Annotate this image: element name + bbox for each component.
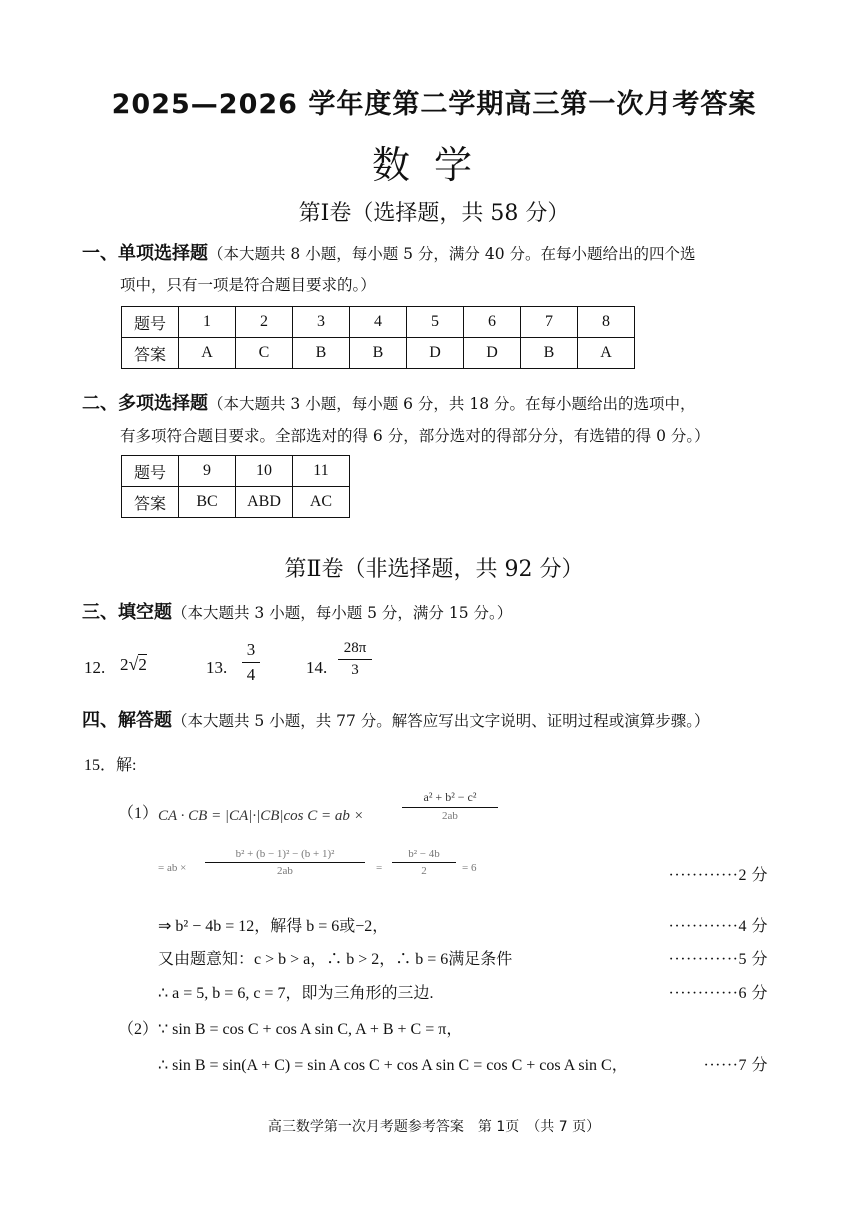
q15-label: 15．解:	[84, 757, 137, 774]
answer-cell: ABD	[236, 487, 293, 518]
q13-answer	[242, 640, 260, 685]
answer-cell: BC	[179, 487, 236, 518]
fraction-numerator: b² + (b − 1)² − (b + 1)²	[205, 848, 365, 863]
answer-cell: D	[407, 338, 464, 369]
question-number: 6	[464, 307, 521, 338]
section-2-title: 二、多项选择题	[82, 393, 208, 414]
question-number: 9	[179, 456, 236, 487]
section-1-desc-cont: 项中，只有一项是符合题目要求的。）	[120, 276, 376, 294]
page-footer: 高三数学第一次月考题参考答案 第 1页 （共 7 页）	[267, 1119, 601, 1135]
section-1-heading	[82, 238, 772, 270]
solution-step: ∵ sin B = cos C + cos A sin C, A + B + C = π，	[158, 1021, 463, 1038]
q12-coef: 2	[120, 655, 129, 674]
part-1-eq2-end: = 6	[462, 862, 477, 874]
fraction-numerator: a² + b² − c²	[402, 790, 498, 808]
q13-numerator: 3	[242, 640, 260, 663]
solution-step: ∴ sin B = sin(A + C) = sin A cos C + cos A sin C = cos C + cos A sin C，	[158, 1057, 628, 1074]
solution-step: ∴ a = 5, b = 6, c = 7，即为三角形的三边.	[158, 985, 434, 1002]
score-mark: ············5 分	[668, 951, 768, 968]
answer-cell: B	[350, 338, 407, 369]
document-title: 2025—2026 学年度第二学期高三第一次月考答案	[111, 89, 757, 120]
sqrt-symbol: √	[128, 654, 139, 674]
question-number: 2	[236, 307, 293, 338]
table-row	[122, 338, 635, 369]
fraction-denominator: 2ab	[442, 810, 458, 822]
part-1-equation-1: CA · CB = |CA|·|CB|cos C = ab ×	[158, 808, 364, 824]
answer-cell: B	[293, 338, 350, 369]
section-3-title: 三、填空题	[82, 602, 172, 623]
question-number: 3	[293, 307, 350, 338]
part-1-fraction-2	[205, 848, 365, 877]
answer-cell: C	[236, 338, 293, 369]
volume-1-title: 第Ⅰ卷（选择题，共 58 分）	[298, 201, 570, 226]
answer-cell: A	[578, 338, 635, 369]
fraction-numerator: b² − 4b	[392, 848, 456, 863]
score-mark: ············4 分	[668, 918, 768, 935]
question-number: 10	[236, 456, 293, 487]
section-2-desc: （本大题共 3 小题，每小题 6 分，共 18 分。在每小题给出的选项中，	[208, 395, 696, 413]
question-number: 1	[179, 307, 236, 338]
answer-cell: B	[521, 338, 578, 369]
part-2-label: （2）	[118, 1021, 159, 1038]
answer-cell: AC	[293, 487, 350, 518]
section-4-desc: （本大题共 5 小题，共 77 分。解答应写出文字说明、证明过程或演算步骤。）	[172, 712, 710, 730]
score-mark: ············6 分	[668, 985, 768, 1002]
part-1-eq2-mid: =	[376, 862, 383, 874]
question-number: 7	[521, 307, 578, 338]
question-number: 4	[350, 307, 407, 338]
q13-number: 13.	[206, 658, 228, 677]
part-1-fraction-1	[402, 790, 498, 822]
volume-2-title: 第Ⅱ卷（非选择题，共 92 分）	[284, 557, 584, 582]
row-label: 答案	[122, 338, 179, 369]
solution-step: ⇒ b² − 4b = 12，解得 b = 6或−2，	[158, 918, 389, 935]
fill-in-answers	[82, 640, 782, 696]
part-1-eq2-prefix: = ab ×	[158, 862, 187, 874]
q12-number: 12.	[84, 658, 106, 677]
section-4-title: 四、解答题	[82, 710, 172, 731]
section-3-desc: （本大题共 3 小题，每小题 5 分，满分 15 分。）	[172, 604, 513, 622]
subject-title: 数学	[371, 143, 496, 187]
score-mark: ······7 分	[703, 1057, 768, 1074]
section-1-answer-table	[121, 306, 635, 369]
table-row	[122, 487, 350, 518]
score-mark: ············2 分	[668, 867, 768, 884]
q12-answer	[120, 654, 147, 675]
question-number: 11	[293, 456, 350, 487]
row-label: 答案	[122, 487, 179, 518]
row-label: 题号	[122, 456, 179, 487]
question-number: 5	[407, 307, 464, 338]
row-label: 题号	[122, 307, 179, 338]
question-number: 8	[578, 307, 635, 338]
section-2-heading	[82, 388, 772, 420]
section-4-heading	[82, 705, 772, 737]
section-1-title: 一、单项选择题	[82, 243, 208, 264]
solution-step: 又由题意知：c > b > a，∴ b > 2，∴ b = 6满足条件	[158, 951, 513, 968]
section-3-heading	[82, 597, 772, 629]
q12-radicand: 2	[138, 655, 147, 674]
section-1-desc: （本大题共 8 小题，每小题 5 分，满分 40 分。在每小题给出的四个选	[208, 245, 696, 263]
section-2-answer-table	[121, 455, 350, 518]
section-2-desc-cont: 有多项符合题目要求。全部选对的得 6 分，部分选对的得部分分，有选错的得 0 分。）	[120, 427, 710, 445]
q14-answer	[338, 640, 372, 679]
part-1-label: （1）	[118, 805, 159, 822]
fraction-denominator: 2	[421, 865, 427, 877]
q14-numerator: 28π	[338, 640, 372, 660]
answer-cell: A	[179, 338, 236, 369]
table-row	[122, 456, 350, 487]
q14-number: 14.	[306, 658, 328, 677]
answer-cell: D	[464, 338, 521, 369]
q14-denominator: 3	[351, 662, 359, 678]
fraction-denominator: 2ab	[277, 865, 293, 877]
part-1-fraction-3	[392, 848, 456, 877]
table-row	[122, 307, 635, 338]
q13-denominator: 4	[246, 665, 256, 684]
